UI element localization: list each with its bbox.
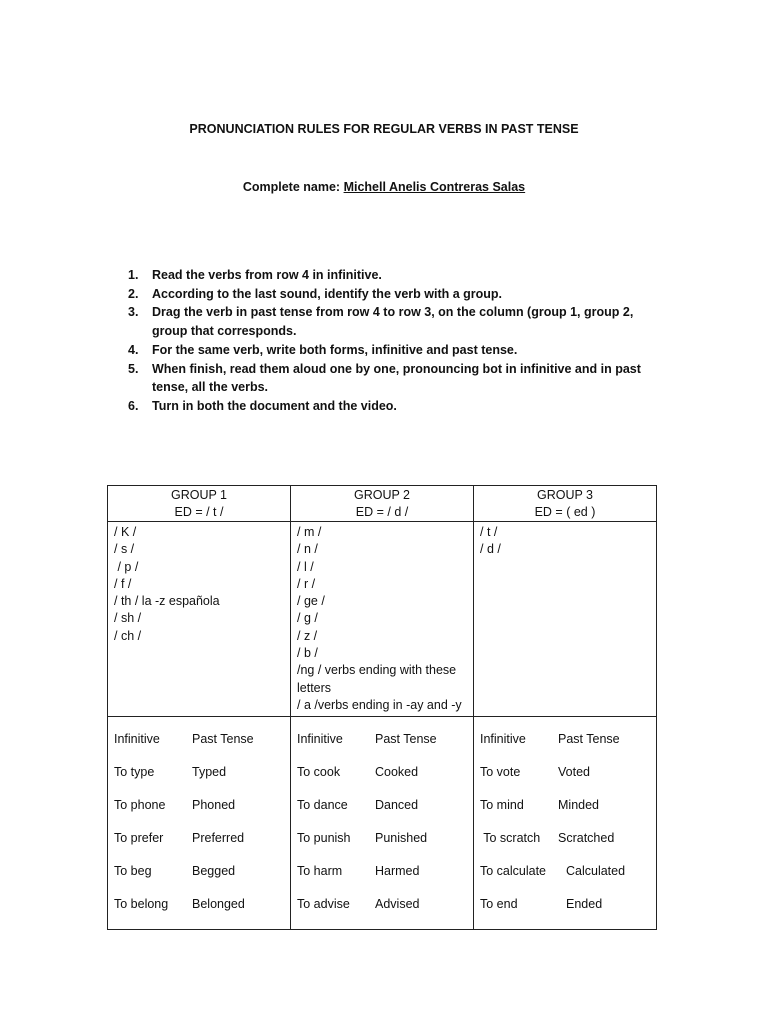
table-header-row — [108, 486, 657, 522]
sound-item: / m / — [297, 525, 322, 539]
verb-row — [480, 831, 650, 864]
name-value: Michell Anelis Contreras Salas — [343, 180, 526, 194]
instruction-text: Drag the verb in past tense from row 4 to row 3, on the column (group 1, group 2, group that corresponds. — [152, 305, 634, 339]
instruction-text: For the same verb, write both forms, infinitive and past tense. — [152, 342, 518, 357]
instruction-number: 1. — [128, 268, 139, 282]
verb-row — [297, 765, 467, 798]
sound-item: / s / — [114, 542, 135, 557]
verb-infinitive: To type — [114, 765, 155, 780]
instruction-number: 5. — [128, 361, 139, 376]
groups-table — [107, 485, 657, 930]
instructions-list — [128, 266, 668, 416]
sound-item: / ge / — [297, 594, 325, 609]
instruction-item — [128, 341, 668, 360]
sound-item: / r / — [297, 576, 316, 591]
sound-item: / th / la -z española — [114, 594, 220, 609]
verb-row — [480, 864, 650, 897]
instruction-item — [128, 303, 668, 340]
sound-item: / a /verbs ending in -ay and -y — [297, 697, 462, 712]
sounds-row — [108, 522, 657, 717]
sound-item: / n / — [297, 542, 318, 557]
verb-row — [114, 897, 284, 919]
sound-item: / z / — [297, 628, 318, 643]
instruction-number: 6. — [128, 398, 139, 413]
verbs-row — [108, 717, 657, 930]
instruction-text: According to the last sound, identify the verb with a group. — [152, 286, 503, 301]
name-label: Complete name: — [242, 180, 341, 194]
instruction-text: Read the verbs from row 4 in infinitive. — [152, 268, 382, 282]
verb-past: Voted — [558, 765, 590, 780]
group-rule: ED = / d / — [355, 505, 409, 519]
verb-past: Scratched — [558, 831, 615, 846]
verb-infinitive: To vote — [480, 765, 521, 780]
instruction-number: 3. — [128, 305, 139, 320]
group-rule: ED = / t / — [174, 505, 224, 519]
verb-past: Begged — [192, 864, 236, 879]
verb-infinitive: To cook — [297, 765, 341, 780]
verb-row — [114, 831, 284, 864]
verb-past: Phoned — [192, 798, 236, 813]
verb-row — [297, 831, 467, 864]
instruction-item — [128, 360, 668, 397]
verb-past: Danced — [375, 798, 419, 813]
verb-past: Preferred — [192, 831, 245, 846]
sound-item: / p / — [114, 559, 139, 574]
verb-infinitive: To dance — [297, 798, 348, 813]
verb-past: Typed — [192, 765, 227, 780]
verb-past: Cooked — [375, 765, 419, 780]
verb-row — [114, 864, 284, 897]
verb-infinitive: To punish — [297, 831, 351, 846]
verb-past: Harmed — [375, 864, 420, 879]
verb-past: Belonged — [192, 897, 245, 912]
verb-past: Ended — [566, 897, 603, 912]
sound-item: / l / — [297, 559, 314, 574]
verb-infinitive: To calculate — [480, 864, 547, 879]
verb-past: Minded — [558, 798, 599, 813]
group-title: GROUP 1 — [170, 488, 228, 502]
name-line — [0, 180, 768, 194]
verb-row — [480, 798, 650, 831]
verb-past: Advised — [375, 897, 420, 912]
instruction-item — [128, 266, 668, 285]
infinitive-header: Infinitive — [480, 732, 526, 747]
group-title: GROUP 3 — [536, 488, 594, 502]
verb-infinitive: To beg — [114, 864, 152, 879]
group-1-header — [108, 486, 291, 522]
instruction-number: 4. — [128, 342, 139, 357]
instruction-text: When finish, read them aloud one by one, pronouncing bot in infinitive and in past tense, all the verbs. — [152, 361, 641, 395]
sound-item: / t / — [480, 525, 498, 539]
verb-row — [114, 765, 284, 798]
group-title: GROUP 2 — [353, 488, 411, 502]
sound-item: / ch / — [114, 628, 142, 643]
group-1-sounds — [108, 522, 291, 717]
verb-row — [480, 897, 650, 919]
instruction-text: Turn in both the document and the video. — [152, 398, 397, 413]
past-header: Past Tense — [192, 732, 254, 747]
verb-past: Calculated — [566, 864, 626, 879]
sound-item: /ng / verbs ending with these letters — [297, 663, 457, 695]
verb-row — [297, 864, 467, 897]
group-3-header — [474, 486, 657, 522]
verb-infinitive: To harm — [297, 864, 343, 879]
verb-row — [297, 897, 467, 919]
sound-item: / f / — [114, 576, 132, 591]
infinitive-header: Infinitive — [297, 732, 343, 747]
sound-item: / K / — [114, 525, 137, 539]
verb-infinitive: To advise — [297, 897, 350, 912]
verb-infinitive: To phone — [114, 798, 166, 813]
verb-past: Punished — [375, 831, 428, 846]
verb-infinitive: To prefer — [114, 831, 164, 846]
sound-item: / g / — [297, 611, 318, 626]
verb-header-row — [297, 732, 467, 765]
group-3-verbs — [474, 717, 657, 930]
sound-item: / d / — [480, 542, 501, 557]
group-2-header — [291, 486, 474, 522]
group-1-verbs — [108, 717, 291, 930]
verb-infinitive: To scratch — [480, 831, 541, 846]
group-rule: ED = ( ed ) — [534, 505, 596, 519]
verb-infinitive: To mind — [480, 798, 524, 813]
group-3-sounds — [474, 522, 657, 717]
sound-item: / b / — [297, 646, 318, 661]
verb-row — [114, 798, 284, 831]
past-header: Past Tense — [558, 732, 620, 747]
verb-infinitive: To belong — [114, 897, 169, 912]
instruction-item — [128, 397, 668, 416]
verb-header-row — [114, 732, 284, 765]
infinitive-header: Infinitive — [114, 732, 160, 747]
instruction-number: 2. — [128, 286, 139, 301]
verb-row — [480, 765, 650, 798]
document-title: PRONUNCIATION RULES FOR REGULAR VERBS IN PAST TENSE — [189, 122, 579, 136]
verb-row — [297, 798, 467, 831]
group-2-verbs — [291, 717, 474, 930]
group-2-sounds — [291, 522, 474, 717]
instruction-item — [128, 285, 668, 304]
verb-infinitive: To end — [480, 897, 518, 912]
sound-item: / sh / — [114, 611, 142, 626]
past-header: Past Tense — [375, 732, 437, 747]
verb-header-row — [480, 732, 650, 765]
